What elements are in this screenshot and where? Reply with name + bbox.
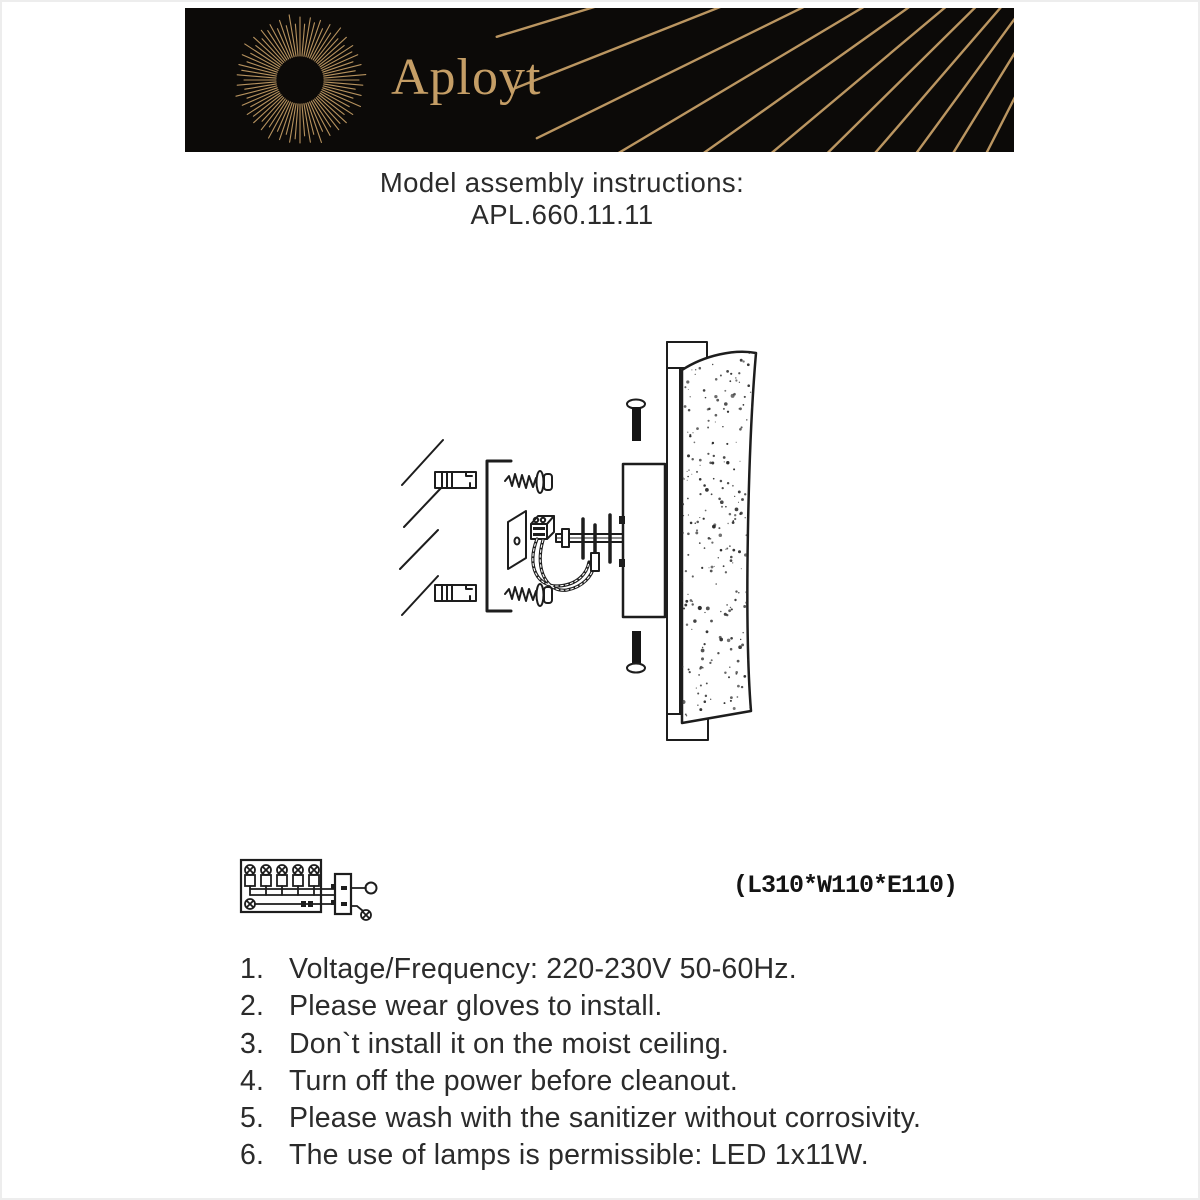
page-title: Model assembly instructions:	[379, 167, 745, 198]
screw-top	[505, 471, 552, 493]
screw-bottom	[505, 584, 552, 606]
instruction-item	[240, 1137, 921, 1174]
item-number: 5.	[240, 1102, 265, 1135]
instruction-item	[240, 1063, 921, 1100]
wall-anchor-top	[435, 472, 476, 488]
item-number: 2.	[240, 990, 265, 1023]
led-driver	[331, 874, 351, 914]
item-number: 1.	[240, 953, 265, 985]
model-number: APL.660.11.11	[470, 198, 654, 230]
title-block	[162, 167, 962, 230]
assembly-diagram	[390, 325, 770, 755]
back-panel-strip	[667, 342, 680, 740]
item-text: Please wear gloves to install.	[289, 990, 663, 1023]
instruction-item	[240, 1026, 921, 1063]
item-text: Turn off the power before cleanout.	[289, 1064, 739, 1097]
item-number: 3.	[240, 1027, 265, 1060]
item-text: Voltage/Frequency: 220-230V 50-60Hz.	[289, 953, 797, 985]
instruction-item	[240, 1100, 921, 1137]
instruction-item	[240, 951, 921, 988]
item-text: The use of lamps is permissible: LED 1x11W.	[289, 1139, 869, 1172]
canopy-plate	[508, 511, 526, 569]
item-text: Please wash with the sanitizer without corrosivity.	[289, 1102, 922, 1135]
bolt-bottom	[627, 631, 645, 673]
dimensions-label: (L310*W110*E110)	[733, 871, 958, 900]
item-text: Don`t install it on the moist ceiling.	[289, 1027, 730, 1060]
brand-name: Aployt	[391, 49, 542, 107]
bolt-top	[627, 400, 645, 442]
brand-banner	[185, 8, 1014, 152]
terminal-box	[531, 516, 554, 539]
wall-anchor-bottom	[435, 585, 476, 601]
wiring-diagram	[235, 848, 385, 933]
instruction-item	[240, 988, 921, 1025]
instructions-list	[240, 951, 921, 1175]
item-number: 4.	[240, 1064, 265, 1097]
diffuser-shade	[682, 352, 756, 723]
gold-rays-icon	[185, 8, 1014, 152]
item-number: 6.	[240, 1139, 265, 1172]
output-connectors	[351, 883, 377, 921]
lamp-backplate	[619, 464, 665, 617]
